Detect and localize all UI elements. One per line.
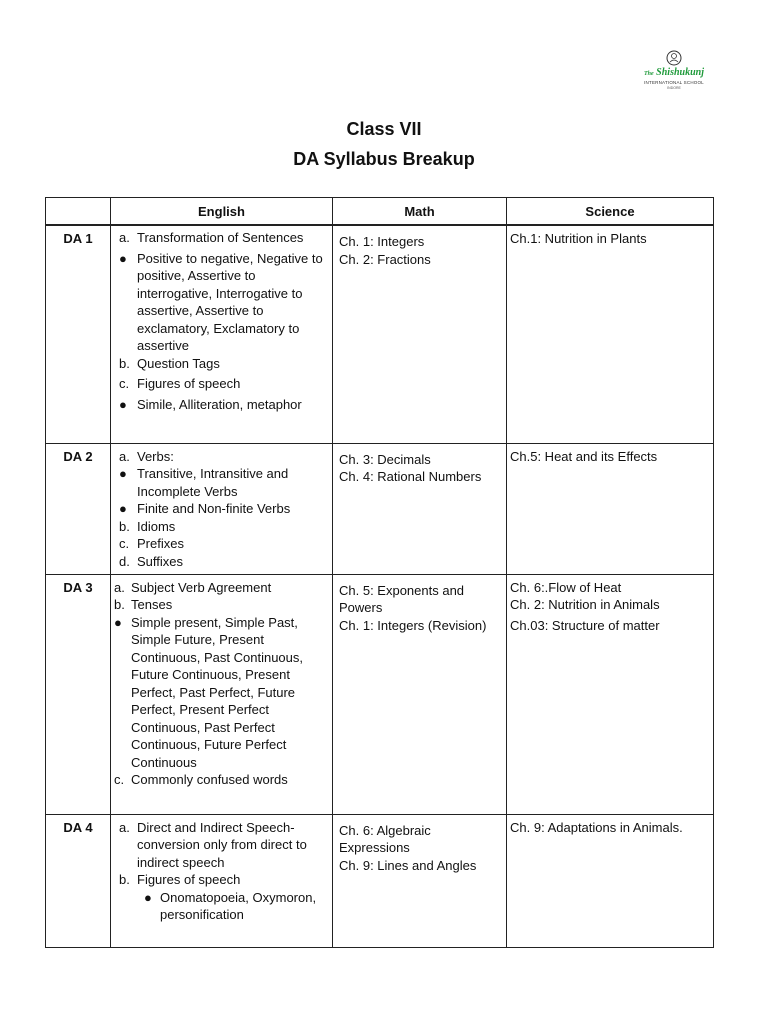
- list-item: ● Simile, Alliteration, metaphor: [119, 396, 302, 412]
- list-item: c. Prefixes: [119, 536, 184, 551]
- row-label: DA 3: [46, 574, 111, 814]
- list-item: ● Finite and Non-finite Verbs: [119, 501, 291, 516]
- table-row: [46, 225, 714, 443]
- list-item: Ch.5: Heat and its Effects: [510, 448, 658, 464]
- list-item: ● Positive to negative, Negative to positive, Assertive to interrogative, Interrogative to assertive, Assertive to exclamatory, Exclamatory to assertive: [119, 250, 323, 353]
- list-item: ● Transitive, Intransitive and Incomplete Verbs: [119, 466, 289, 499]
- math-cell: [333, 225, 507, 443]
- page-title: Class VII: [346, 119, 422, 139]
- list-item: ● Simple present, Simple Past, Simple Future, Present Continuous, Past Continuous, Future Continuous, Present Perfect, Past Perfect, Future Perfect, Present Perfect Continuous, Past Perfect Continuous, Future Perfect Continuous: [114, 614, 303, 770]
- list-item: Ch. 6:.Flow of Heat: [510, 579, 622, 595]
- list-item: b. Question Tags: [119, 355, 220, 371]
- logo-city: INDORE: [667, 86, 681, 90]
- list-item: a. Subject Verb Agreement: [114, 579, 272, 595]
- list-item: Ch. 5: Exponents and Powers: [339, 582, 465, 615]
- list-item: Ch. 1: Integers: [339, 234, 425, 249]
- row-label: DA 1: [46, 225, 111, 443]
- page-subtitle: DA Syllabus Breakup: [293, 149, 475, 169]
- table-row: [46, 574, 714, 814]
- list-item: Ch.03: Structure of matter: [510, 617, 660, 633]
- school-logo: [638, 50, 710, 110]
- logo-name: The Shishukunj: [644, 67, 704, 78]
- table-row: [46, 443, 714, 574]
- row-label: DA 2: [46, 443, 111, 574]
- list-item: b. Idioms: [119, 518, 176, 534]
- table-row: [46, 814, 714, 947]
- list-item: Ch. 9: Adaptations in Animals.: [510, 819, 683, 835]
- logo-subtitle: INTERNATIONAL SCHOOL: [644, 80, 704, 85]
- english-cell: [111, 814, 333, 947]
- list-item: Ch. 2: Nutrition in Animals: [510, 597, 660, 612]
- list-item: a. Direct and Indirect Speech- conversion only from direct to indirect speech: [119, 819, 307, 870]
- list-item: Ch. 4: Rational Numbers: [339, 469, 482, 484]
- science-cell: [507, 574, 714, 814]
- syllabus-table: [45, 197, 714, 948]
- header-blank: [46, 198, 111, 226]
- list-item: Ch. 6: Algebraic Expressions: [339, 822, 431, 855]
- math-cell: [333, 574, 507, 814]
- list-item: Ch. 1: Integers (Revision): [339, 617, 487, 633]
- header-english: English: [111, 198, 333, 226]
- list-item: Ch.1: Nutrition in Plants: [510, 231, 647, 246]
- list-item: a. Transformation of Sentences: [119, 230, 304, 245]
- list-item: Ch. 9: Lines and Angles: [339, 857, 477, 873]
- emblem-icon: [666, 50, 682, 66]
- list-item: Ch. 2: Fractions: [339, 251, 431, 267]
- math-cell: [333, 814, 507, 947]
- table-header-row: [46, 198, 714, 226]
- list-item: b. Figures of speech: [119, 872, 241, 887]
- list-item: a. Verbs:: [119, 448, 174, 464]
- science-cell: [507, 814, 714, 947]
- list-item: ● Onomatopoeia, Oxymoron, personification: [144, 889, 317, 922]
- header-math: Math: [333, 198, 507, 226]
- header-science: Science: [507, 198, 714, 226]
- list-item: c. Figures of speech: [119, 376, 241, 391]
- english-cell: [111, 225, 333, 443]
- english-cell: [111, 574, 333, 814]
- list-item: c. Commonly confused words: [114, 772, 288, 787]
- list-item: b. Tenses: [114, 597, 173, 612]
- math-cell: [333, 443, 507, 574]
- row-label: DA 4: [46, 814, 111, 947]
- english-cell: [111, 443, 333, 574]
- science-cell: [507, 443, 714, 574]
- list-item: Ch. 3: Decimals: [339, 451, 431, 467]
- list-item: d. Suffixes: [119, 553, 184, 569]
- science-cell: [507, 225, 714, 443]
